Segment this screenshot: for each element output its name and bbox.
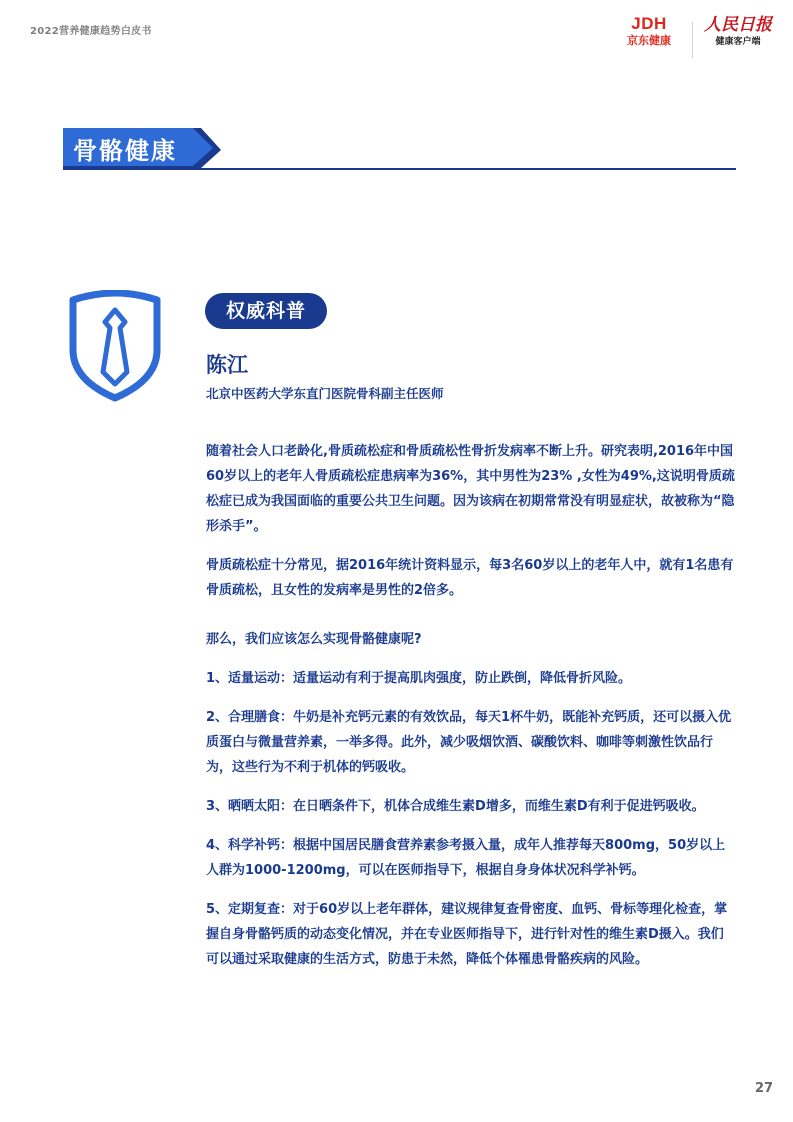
paragraph: 随着社会人口老龄化,骨质疏松症和骨质疏松性骨折发病率不断上升。研究表明,2016年中国60岁以上的老年人骨质疏松症患病率为36%，其中男性为23% ,女性为49%,这说明骨质疏松症已成为我国面临的重要公共卫生问题。因为该病在初期常常没有明显症状，故被称为“隐形杀手”。 <box>206 444 735 534</box>
list-item: 5、定期复查：对于60岁以上老年群体，建议规律复查骨密度、血钙、骨标等理化检查，掌握自身骨骼钙质的动态变化情况，并在专业医师指导下，进行针对性的维生素D摄入。我们可以通过采取健康的生活方式，防患于未然，降低个体罹患骨骼疾病的风险。 <box>206 902 728 967</box>
authority-badge: 权威科普 <box>205 293 327 329</box>
report-title: 2022营养健康趋势白皮书 <box>30 26 152 37</box>
jdh-logo-subtitle: 京东健康 <box>627 34 671 47</box>
jd-health-logo <box>612 14 686 48</box>
expert-title: 北京中医药大学东直门医院骨科副主任医师 <box>206 386 444 401</box>
section-title: 骨骼健康 <box>73 137 177 165</box>
article-body <box>206 439 736 986</box>
list-item: 3、晒晒太阳：在日晒条件下，机体合成维生素D增多，而维生素D有利于促进钙吸收。 <box>206 799 705 814</box>
logo-divider <box>692 22 693 58</box>
jdh-logo-text: JDH <box>631 14 667 33</box>
list-item: 4、科学补钙：根据中国居民膳食营养素参考摄入量，成年人推荐每天800mg，50岁以上人群为1000-1200mg，可以在医师指导下，根据自身身体状况科学补钙。 <box>206 838 726 878</box>
expert-tie-shield-icon <box>65 290 165 406</box>
section-rule <box>63 168 736 170</box>
page-number: 27 <box>755 1081 774 1096</box>
paragraph-question: 那么，我们应该怎么实现骨骼健康呢? <box>206 632 422 647</box>
peoples-daily-logo <box>700 14 776 48</box>
list-item: 2、合理膳食：牛奶是补充钙元素的有效饮品，每天1杯牛奶，既能补充钙质，还可以摄入优质蛋白与微量营养素，一举多得。此外，减少吸烟饮酒、碳酸饮料、咖啡等刺激性饮品行为，这些行为不利于机体的钙吸收。 <box>206 710 732 775</box>
paragraph: 骨质疏松症十分常见，据2016年统计资料显示，每3名60岁以上的老年人中，就有1名患有骨质疏松，且女性的发病率是男性的2倍多。 <box>206 558 734 598</box>
peoples-daily-logo-subtitle: 健康客户端 <box>715 37 761 47</box>
list-item: 1、适量运动：适量运动有利于提高肌肉强度，防止跌倒，降低骨折风险。 <box>206 671 632 686</box>
peoples-daily-logo-text: 人民日报 <box>704 15 772 35</box>
expert-name: 陈江 <box>206 353 248 377</box>
